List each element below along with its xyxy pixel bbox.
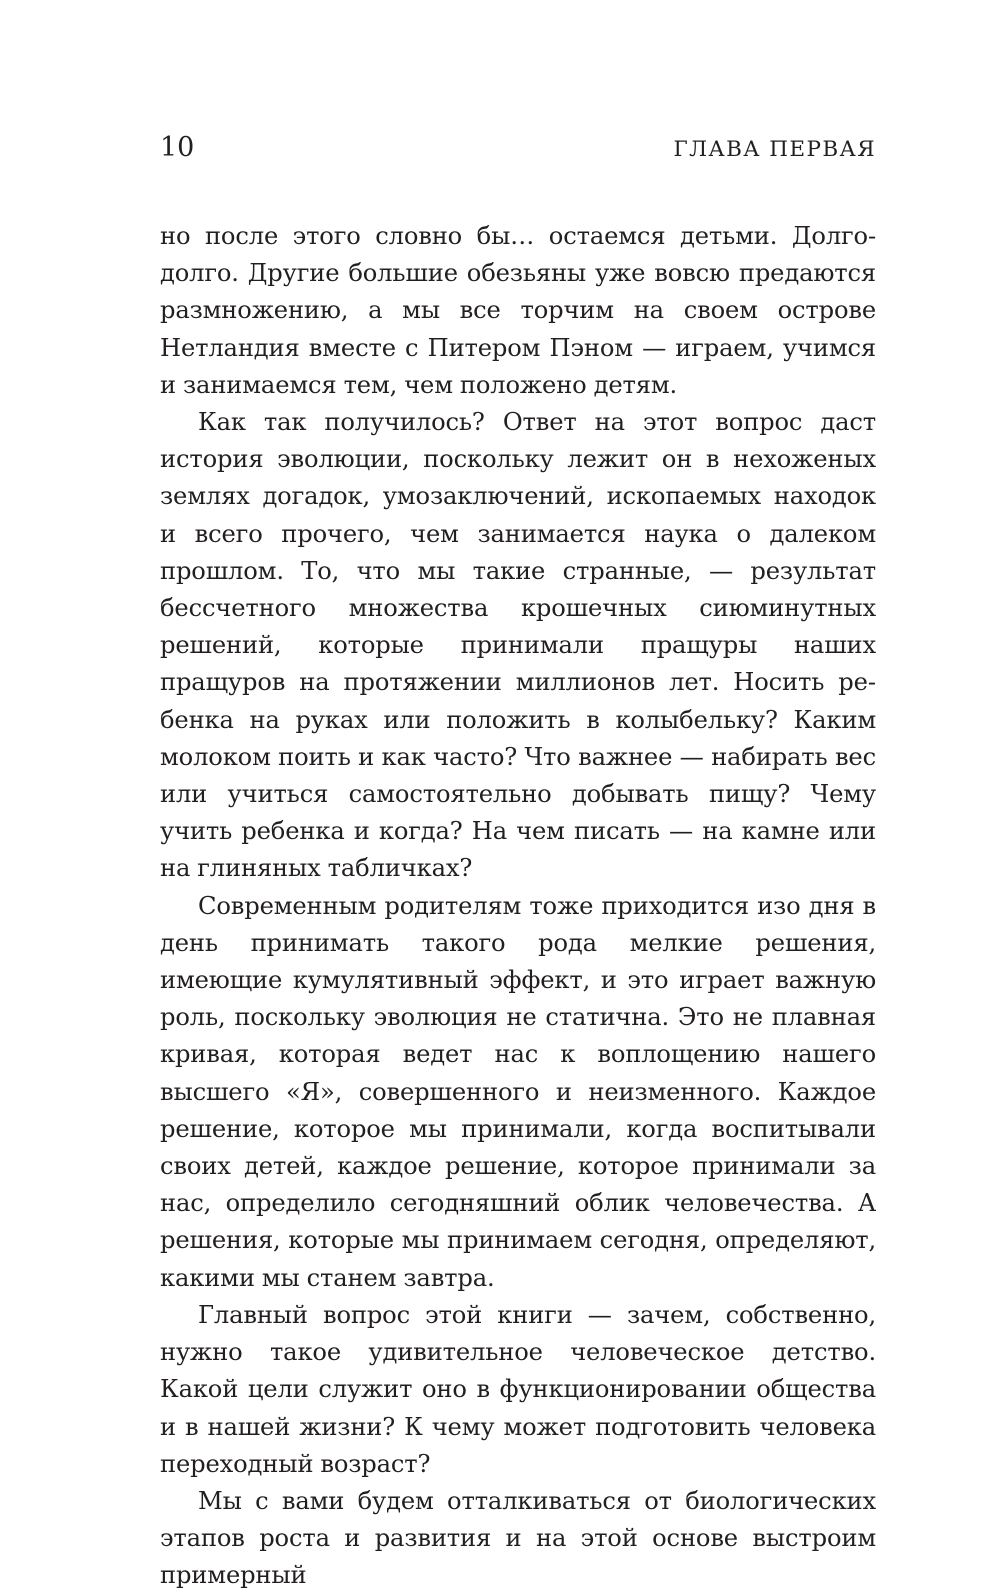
paragraph-continued: но после этого словно бы… остаемся детьми. Долго-долго. Другие большие обезьяны уже вовсю предаются размножению, а мы все торчим на своем острове Нетландия вместе с Питером Пэном — играем, учимся и занимаемся тем, чем положено детям.: [160, 222, 876, 399]
page-header: [160, 128, 876, 172]
running-head: ГЛАВА ПЕРВАЯ: [673, 137, 876, 162]
paragraph: Как так получилось? Ответ на этот вопрос даст история эволюции, поскольку лежит он в нехоженых землях догадок, умозаключений, ископаемых находок и всего прочего, чем занимается наука о далеком прошлом. То, что мы такие странные, — результат бессчетного множества крошечных сиюминутных решений, которые принимали пращуры наших пращуров на протяжении миллионов лет. Носить ребенка на руках или положить в колыбельку? Каким молоком поить и как часто? Что важнее — набирать вес или учиться самостоятельно добывать пищу? Чему учить ребенка и когда? На чем писать — на камне или на глиняных табличках?: [160, 408, 876, 883]
paragraph: Современным родителям тоже приходится изо дня в день принимать такого рода мелкие решения, имеющие кумулятивный эффект, и это играет важную роль, поскольку эволюция не статична. Это не плавная кривая, которая ведет нас к воплощению нашего высшего «Я», совершенного и неизменного. Каждое решение, которое мы принимали, когда воспитывали своих детей, каждое решение, которое принимали за нас, определило сегодняшний облик человечества. А решения, которые мы принимаем сегодня, определяют, какими мы станем завтра.: [160, 891, 876, 1292]
book-page: [160, 128, 876, 1595]
paragraph: Мы с вами будем отталкиваться от биологических этапов роста и развития и на этой основе выстроим примерный: [160, 1486, 876, 1590]
page-number: 10: [160, 132, 195, 163]
paragraph: Главный вопрос этой книги — зачем, собственно, нужно такое удивительное человеческое детство. Какой цели служит оно в функционировании общества и в нашей жизни? К чему может подготовить человека переходный возраст?: [160, 1300, 876, 1478]
body-text: [160, 218, 876, 1595]
